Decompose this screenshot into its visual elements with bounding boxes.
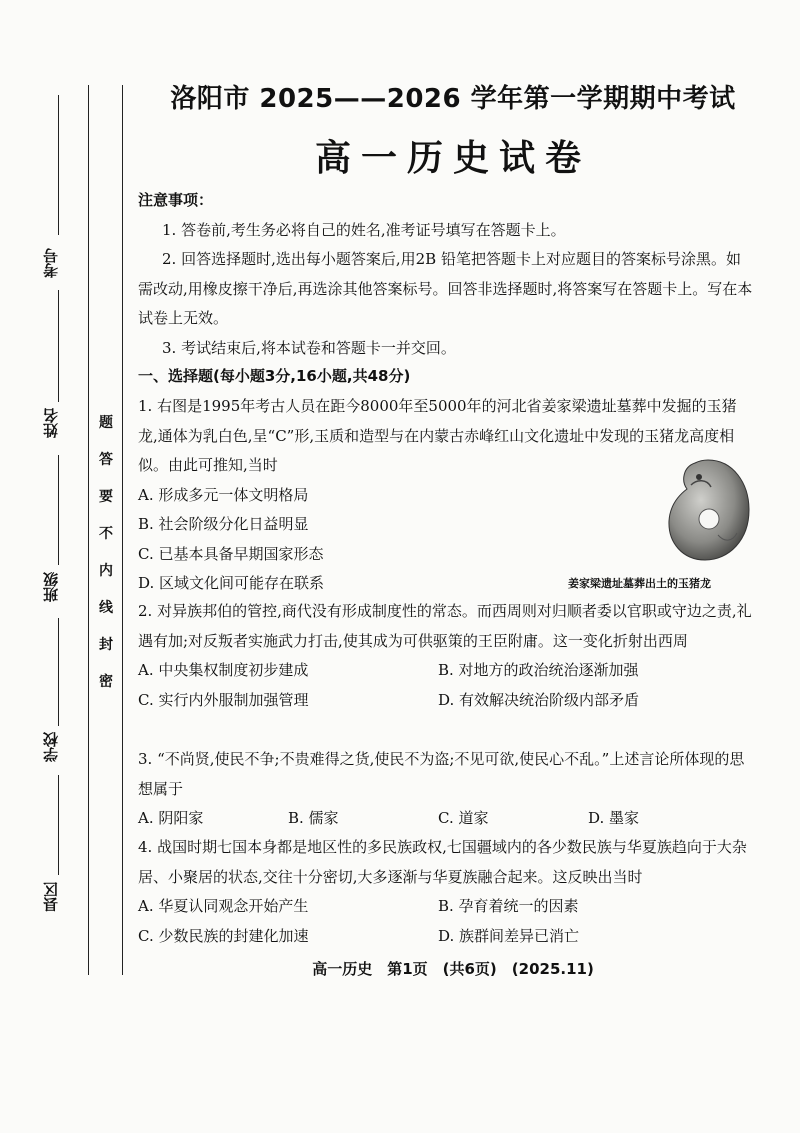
seal-char: 内	[99, 563, 113, 579]
section-heading: 一、选择题(每小题3分,16小题,共48分)	[138, 367, 411, 385]
seal-char: 线	[99, 600, 113, 616]
exam-no-field[interactable]	[30, 248, 70, 278]
question-2	[138, 597, 753, 715]
exam-no-rule	[58, 95, 59, 235]
school-label: 学校	[41, 732, 60, 762]
seal-char: 题	[99, 415, 113, 431]
seal-char: 要	[99, 489, 113, 505]
options-row	[138, 804, 753, 834]
option-a: A. 华夏认同观念开始产生	[138, 897, 309, 915]
name-field[interactable]	[30, 408, 70, 438]
name-rule	[58, 290, 59, 402]
option-a: A. 形成多元一体文明格局	[138, 485, 309, 504]
exam-no-label: 考号	[41, 248, 60, 278]
note-item: 3. 考试结束后,将本试卷和答题卡一并交回。	[162, 338, 456, 357]
seal-line-notice	[96, 405, 116, 701]
class-field[interactable]	[30, 572, 70, 602]
option-d: D. 墨家	[588, 809, 640, 827]
binding-margin	[0, 0, 125, 1133]
seal-char: 封	[99, 637, 113, 653]
county-label: 县区	[41, 882, 60, 912]
option-d: D. 区域文化间可能存在联系	[138, 574, 325, 592]
class-rule	[58, 455, 59, 565]
option-b: B. 孕育着统一的因素	[438, 897, 579, 915]
option-d: D. 有效解决统治阶级内部矛盾	[438, 690, 640, 709]
figure-caption: 姜家梁遗址墓葬出土的玉猪龙	[568, 577, 711, 590]
question-stem: 1. 右图是1995年考古人员在距今8000年至5000年的河北省姜家梁遗址墓葬中发掘的玉猪龙,通体为乳白色,呈“C”形,玉质和造型与在内蒙古赤峰红山文化遗址中发现的玉猪龙高度相似。由此可推知,当时	[138, 397, 737, 474]
options-row	[138, 922, 753, 952]
option-b: B. 社会阶级分化日益明显	[138, 515, 309, 533]
seal-char: 不	[99, 526, 113, 542]
name-label: 姓名	[41, 408, 60, 438]
question-stem: 4. 战国时期七国本身都是地区性的多民族政权,七国疆域内的各少数民族与华夏族趋向于大杂居、小聚居的状态,交往十分密切,大多逐渐与华夏族融合起来。这反映出当时	[138, 838, 747, 886]
county-field[interactable]	[30, 882, 70, 912]
jade-pig-dragon-image	[663, 455, 753, 565]
question-stem: 2. 对异族邦伯的管控,商代没有形成制度性的常态。而西周则对归顺者委以官职或守边之责,礼遇有加;对反叛者实施武力打击,使其成为可供驱策的王臣附庸。这一变化折射出西周	[138, 602, 752, 650]
note-item: 2. 回答选择题时,选出每小题答案后,用2B 铅笔把答题卡上对应题目的答案标号涂黑。如需改动,用橡皮擦干净后,再选涂其他答案标号。回答非选择题时,将答案写在答题卡上。写在本试卷上无效。	[138, 250, 753, 327]
jade-pig-dragon-figure	[568, 455, 778, 591]
options-row	[138, 892, 753, 922]
option-a: A. 阴阳家	[138, 809, 204, 827]
school-field[interactable]	[30, 732, 70, 762]
notes-heading: 注意事项：	[138, 191, 214, 209]
option-a: A. 中央集权制度初步建成	[138, 661, 309, 679]
option-c: C. 道家	[438, 809, 489, 827]
option-b: B. 对地方的政治统治逐渐加强	[438, 661, 639, 679]
class-label: 班级	[41, 572, 60, 602]
question-4	[138, 833, 753, 951]
binding-line-right	[122, 85, 123, 975]
note-item: 1. 答卷前,考生务必将自己的姓名,准考证号填写在答题卡上。	[162, 220, 566, 239]
question-1	[138, 392, 753, 599]
school-rule	[58, 618, 59, 726]
county-rule	[58, 775, 59, 875]
option-b: B. 儒家	[288, 809, 339, 827]
subject-title: 高一历史试卷	[314, 138, 591, 179]
seal-char: 密	[99, 674, 113, 690]
seal-char: 答	[99, 452, 113, 468]
question-3	[138, 745, 753, 834]
option-d: D. 族群间差异已消亡	[438, 926, 580, 945]
page-footer: 高一历史 第1页 (共6页) (2025.11)	[312, 960, 594, 978]
binding-line-left	[88, 85, 89, 975]
notes-section	[138, 186, 753, 363]
option-c: C. 已基本具备早期国家形态	[138, 544, 324, 563]
exam-title: 洛阳市 2025——2026 学年第一学期期中考试	[170, 84, 736, 114]
options-row	[138, 656, 753, 686]
option-c: C. 实行内外服制加强管理	[138, 690, 309, 709]
question-stem: 3. “不尚贤,使民不争;不贵难得之货,使民不为盗;不见可欲,使民心不乱。”上述言论所体现的思想属于	[138, 750, 745, 798]
options-row	[138, 686, 753, 716]
option-c: C. 少数民族的封建化加速	[138, 926, 309, 945]
